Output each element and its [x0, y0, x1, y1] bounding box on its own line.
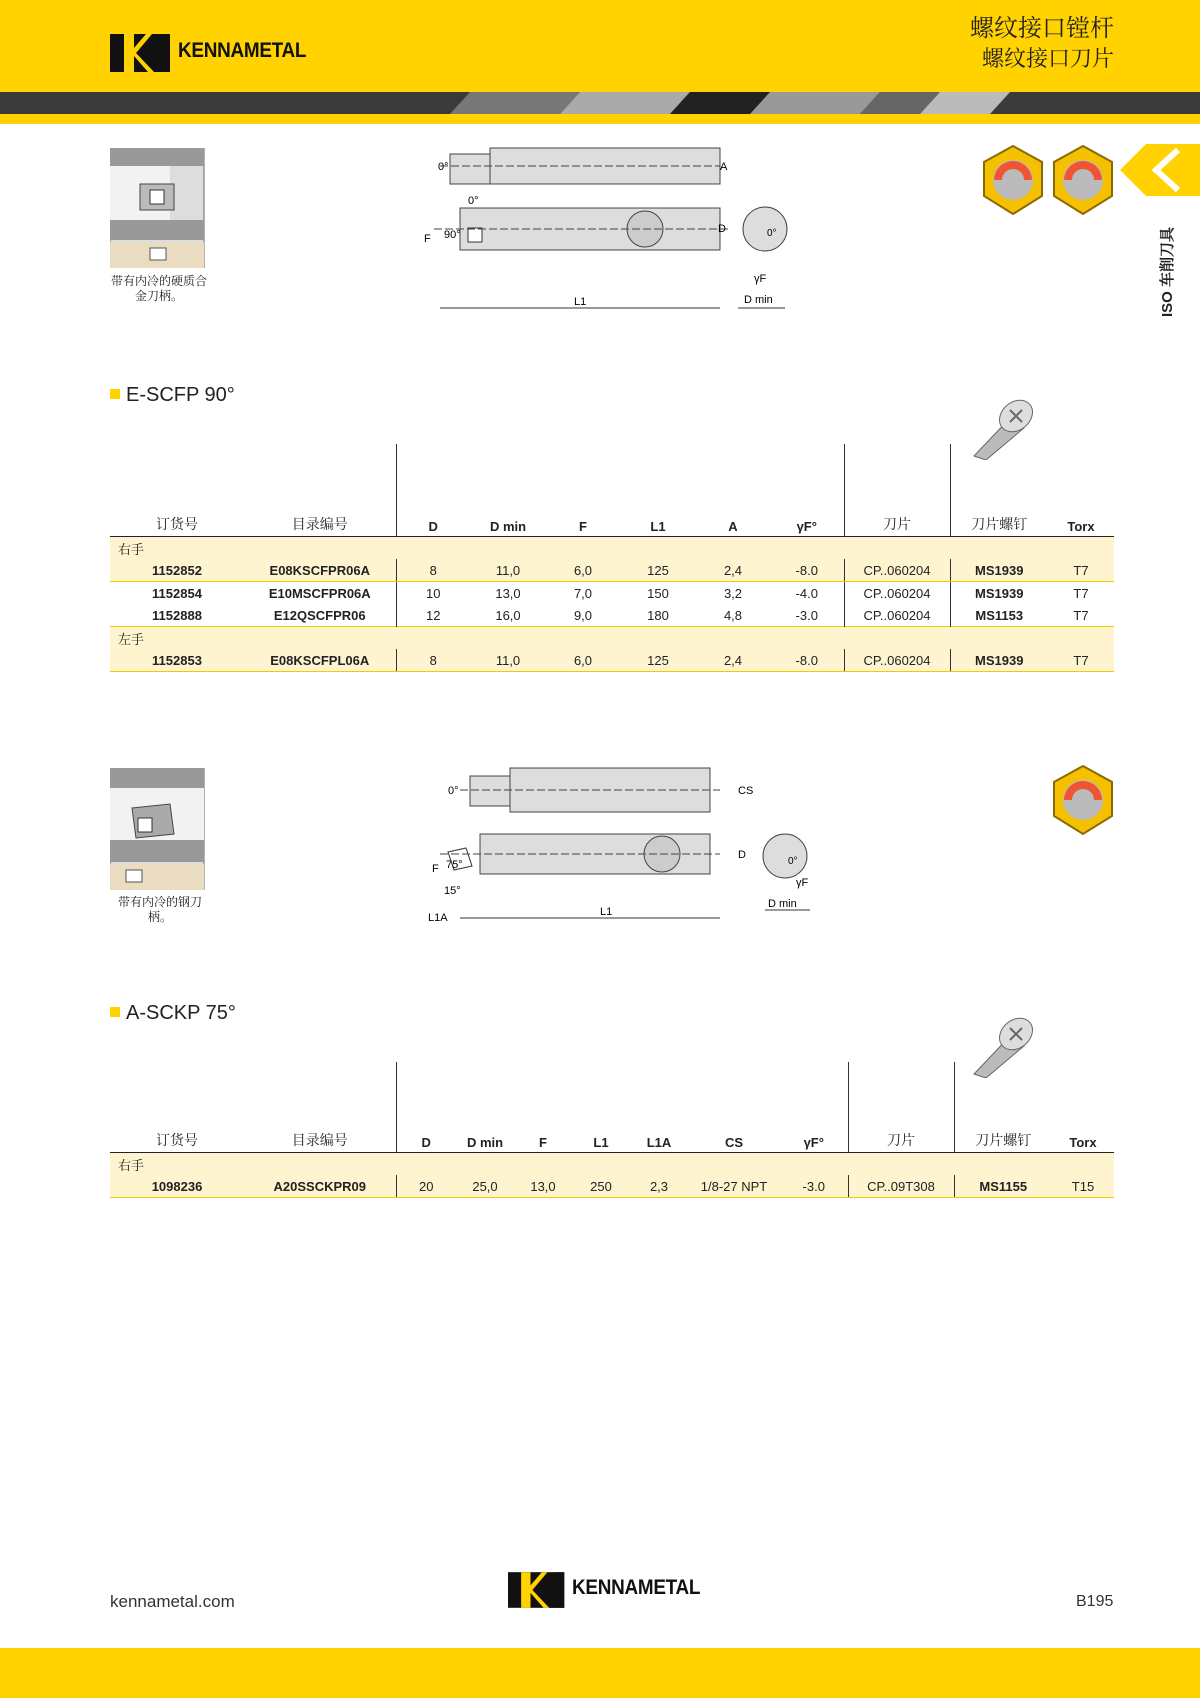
- website-link[interactable]: kennametal.com: [110, 1592, 235, 1611]
- section-title-a-sckp: A-SCKP 75°: [110, 1002, 236, 1025]
- boring-bar-product-photo: [110, 148, 208, 268]
- brand-name: KENNAMETAL: [572, 1576, 701, 1600]
- k-mark-icon: [110, 34, 174, 72]
- page-number: B195: [1076, 1593, 1114, 1610]
- dim-d: D: [738, 849, 746, 861]
- table-header: 订货号 目录编号 D D min F L1 L1A CS γF° 刀片 刀片螺钉 Torx: [110, 1128, 1114, 1153]
- table-row: 1098236 A20SSCKPR09 20 25,0 13,0 250 2,3 1/8-27 NPT -3.0 CP..09T308 MS1155 T15: [110, 1175, 1114, 1198]
- angle-90: 90°: [444, 229, 461, 241]
- group-label-left-hand: 左手: [110, 627, 1114, 650]
- angle-0-top: 0°: [448, 785, 459, 797]
- dim-a: A: [720, 161, 728, 173]
- product-caption: 带有内冷的钢刀柄。: [117, 895, 202, 924]
- steel-bar-product-photo: [110, 768, 208, 890]
- table-row: 1152854 E10MSCFPR06A 10 13,0 7,0 150 3,2 -4.0 CP..060204 MS1939 T7: [110, 582, 1114, 605]
- gamma-f: γF: [754, 273, 767, 285]
- yellow-square-icon: [110, 389, 120, 399]
- page-title: 螺纹接口镗杆: [970, 15, 1114, 42]
- table-row: 1152888 E12QSCFPR06 12 16,0 9,0 180 4,8 -3.0 CP..060204 MS1153 T7: [110, 604, 1114, 627]
- table-header: 订货号 目录编号 D D min F L1 A γF° 刀片 刀片螺钉 Torx: [110, 512, 1114, 537]
- dim-f: F: [432, 863, 439, 875]
- k-mark-icon: [508, 1572, 568, 1608]
- header-stripe: [0, 92, 1200, 124]
- section-title-e-scfp: E-SCFP 90°: [110, 384, 235, 407]
- yellow-square-icon: [110, 1007, 120, 1017]
- tool-dimension-drawing: [420, 762, 820, 922]
- e-scfp-table: [110, 444, 1114, 672]
- application-icons: [980, 144, 1116, 218]
- side-tab-chevron: [1120, 144, 1200, 196]
- dim-l1: L1: [574, 296, 587, 308]
- table-row: 1152853 E08KSCFPL06A 8 11,0 6,0 125 2,4 -8.0 CP..060204 MS1939 T7: [110, 649, 1114, 672]
- header-titles: [970, 14, 1114, 74]
- table-row: 1152852 E08KSCFPR06A 8 11,0 6,0 125 2,4 -8.0 CP..060204 MS1939 T7: [110, 559, 1114, 582]
- angle-75: 75°: [446, 859, 463, 871]
- gamma-f: γF: [796, 877, 809, 889]
- dim-l1: L1: [600, 906, 613, 918]
- dim-d: D: [718, 223, 726, 235]
- tool-dimension-drawing: [420, 140, 800, 310]
- side-tab-label: ISO 车削刀具: [1159, 226, 1176, 317]
- angle-0-top: 0°: [438, 161, 449, 173]
- group-label-right-hand: 右手: [110, 537, 1114, 560]
- dim-l1a: L1A: [428, 912, 448, 922]
- dim-f: F: [424, 233, 431, 245]
- angle-0-end: 0°: [767, 228, 777, 239]
- kennametal-logo: [110, 34, 321, 72]
- d-min: D min: [768, 898, 797, 910]
- group-label-right-hand: 右手: [110, 1153, 1114, 1176]
- product-caption: 带有内冷的硬质合金刀柄。: [110, 274, 207, 303]
- boring-application-icon: [1050, 764, 1116, 838]
- angle-0-end: 0°: [788, 856, 798, 867]
- angle-0-mid: 0°: [468, 195, 479, 207]
- a-sckp-table: [110, 1062, 1114, 1198]
- angle-15: 15°: [444, 885, 461, 897]
- brand-name: KENNAMETAL: [178, 39, 307, 63]
- d-min: D min: [744, 294, 773, 306]
- footer-bar: [0, 1648, 1200, 1698]
- dim-cs: CS: [738, 785, 754, 797]
- kennametal-logo: [508, 1572, 715, 1608]
- page-subtitle: 螺纹接口刀片: [981, 46, 1114, 71]
